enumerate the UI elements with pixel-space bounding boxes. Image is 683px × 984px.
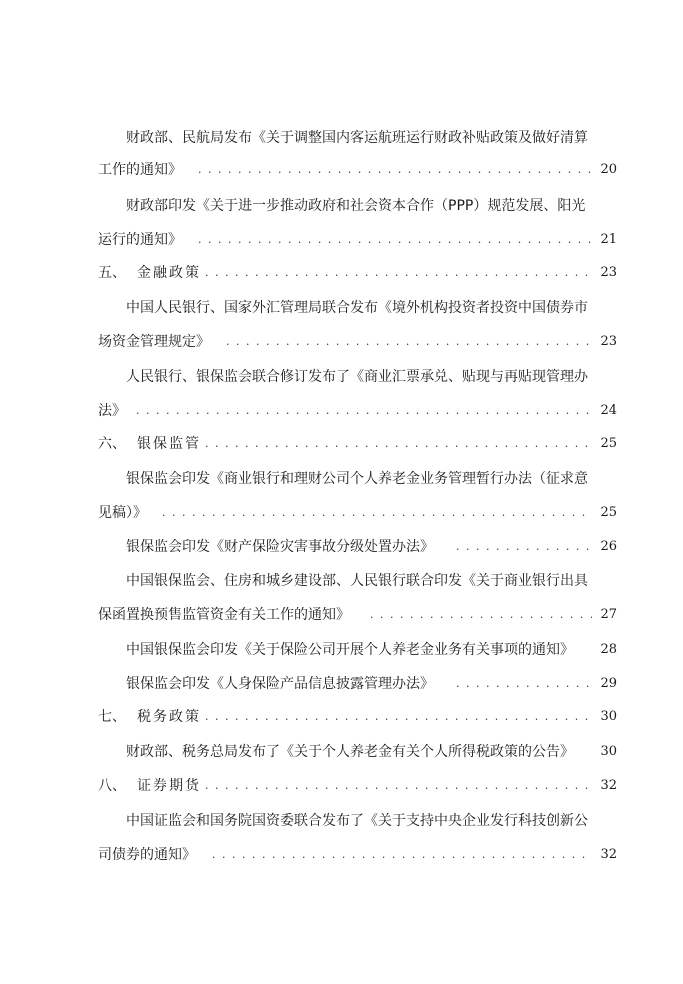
toc-entry-title: 银保监会印发《商业银行和理财公司个人养老金业务管理暂行办法（征求意	[126, 471, 588, 487]
toc-entry-continued[interactable]	[0, 400, 683, 422]
toc-leader-dots	[226, 331, 592, 353]
toc-entry-continued[interactable]	[0, 229, 683, 251]
toc-page-number: 30	[600, 744, 617, 759]
toc-section-heading[interactable]	[0, 706, 683, 728]
toc-section-title: 证券期货	[137, 778, 201, 794]
toc-page-number: 25	[600, 505, 617, 520]
toc-entry-continued[interactable]	[0, 159, 683, 181]
toc-entry-title: 银保监会印发《人身保险产品信息披露管理办法》	[126, 676, 434, 692]
toc-page-number: 23	[600, 334, 617, 349]
toc-entry-title: 中国银保监会、住房和城乡建设部、人民银行联合印发《关于商业银行出具	[126, 573, 588, 589]
toc-section-title: 金融政策	[137, 265, 201, 281]
toc-page-number: 30	[600, 709, 617, 724]
toc-entry[interactable]	[0, 366, 683, 388]
toc-entry-title-cont: 场资金管理规定》	[98, 334, 210, 350]
toc-entry[interactable]	[0, 741, 683, 763]
toc-leader-dots	[205, 433, 592, 455]
toc-leader-dots	[205, 775, 592, 797]
toc-leader-dots	[198, 159, 592, 181]
toc-entry[interactable]	[0, 297, 683, 319]
toc-leader-dots	[212, 844, 592, 866]
toc-section-number: 七、	[98, 709, 126, 725]
toc-entry-continued[interactable]	[0, 331, 683, 353]
toc-leader-dots	[370, 604, 592, 626]
toc-section-title: 银保监管	[137, 436, 201, 452]
toc-entry-title-cont: 工作的通知》	[98, 162, 182, 178]
toc-entry[interactable]	[0, 195, 683, 217]
toc-entry[interactable]	[0, 673, 683, 695]
toc-entry-title: 中国银保监会印发《关于保险公司开展个人养老金业务有关事项的通知》	[126, 642, 574, 658]
toc-section-heading[interactable]	[0, 433, 683, 455]
toc-section-number: 六、	[98, 436, 126, 452]
toc-leader-dots	[198, 229, 592, 251]
toc-leader-dots	[456, 673, 592, 695]
toc-entry[interactable]	[0, 810, 683, 832]
toc-entry[interactable]	[0, 468, 683, 490]
toc-page-number: 21	[600, 232, 617, 247]
toc-leader-dots	[205, 706, 592, 728]
toc-entry-title: 财政部印发《关于进一步推动政府和社会资本合作（PPP）规范发展、阳光	[126, 198, 586, 214]
toc-entry[interactable]	[0, 127, 683, 149]
toc-page-number: 25	[600, 436, 617, 451]
toc-entry-title-cont: 运行的通知》	[98, 232, 182, 248]
toc-entry-title: 中国人民银行、国家外汇管理局联合发布《境外机构投资者投资中国债券市	[126, 300, 588, 316]
toc-page-number: 20	[600, 162, 617, 177]
toc-page-number: 26	[600, 539, 617, 554]
toc-section-heading[interactable]	[0, 775, 683, 797]
toc-leader-dots	[162, 502, 592, 524]
toc-section-title: 税务政策	[137, 709, 201, 725]
toc-page-number: 32	[600, 778, 617, 793]
toc-entry-continued[interactable]	[0, 604, 683, 626]
toc-leader-dots	[136, 400, 592, 422]
toc-entry[interactable]	[0, 570, 683, 592]
toc-page-number: 28	[600, 642, 617, 657]
toc-page-number: 27	[600, 607, 617, 622]
toc-leader-dots	[205, 262, 592, 284]
toc-entry-title: 中国证监会和国务院国资委联合发布了《关于支持中央企业发行科技创新公	[126, 813, 588, 829]
toc-section-number: 五、	[98, 265, 126, 281]
toc-page-number: 29	[600, 676, 617, 691]
toc-entry-title: 财政部、税务总局发布了《关于个人养老金有关个人所得税政策的公告》	[126, 744, 574, 760]
toc-entry-title: 银保监会印发《财产保险灾害事故分级处置办法》	[126, 539, 434, 555]
toc-entry-title: 财政部、民航局发布《关于调整国内客运航班运行财政补贴政策及做好清算	[126, 130, 588, 146]
toc-entry-title-cont: 司债券的通知》	[98, 847, 196, 863]
toc-entry-title-cont: 见稿）》	[98, 505, 147, 521]
toc-entry-title: 人民银行、银保监会联合修订发布了《商业汇票承兑、贴现与再贴现管理办	[126, 369, 588, 385]
toc-entry-title-cont: 法》	[98, 403, 126, 419]
toc-entry[interactable]	[0, 639, 683, 661]
toc-section-number: 八、	[98, 778, 126, 794]
toc-section-heading[interactable]	[0, 262, 683, 284]
toc-entry[interactable]	[0, 536, 683, 558]
toc-leader-dots	[456, 536, 592, 558]
toc-page-number: 32	[600, 847, 617, 862]
toc-entry-title-cont: 保函置换预售监管资金有关工作的通知》	[98, 607, 350, 623]
toc-entry-continued[interactable]	[0, 502, 683, 524]
toc-page-number: 23	[600, 265, 617, 280]
toc-entry-continued[interactable]	[0, 844, 683, 866]
toc-page-number: 24	[600, 403, 617, 418]
